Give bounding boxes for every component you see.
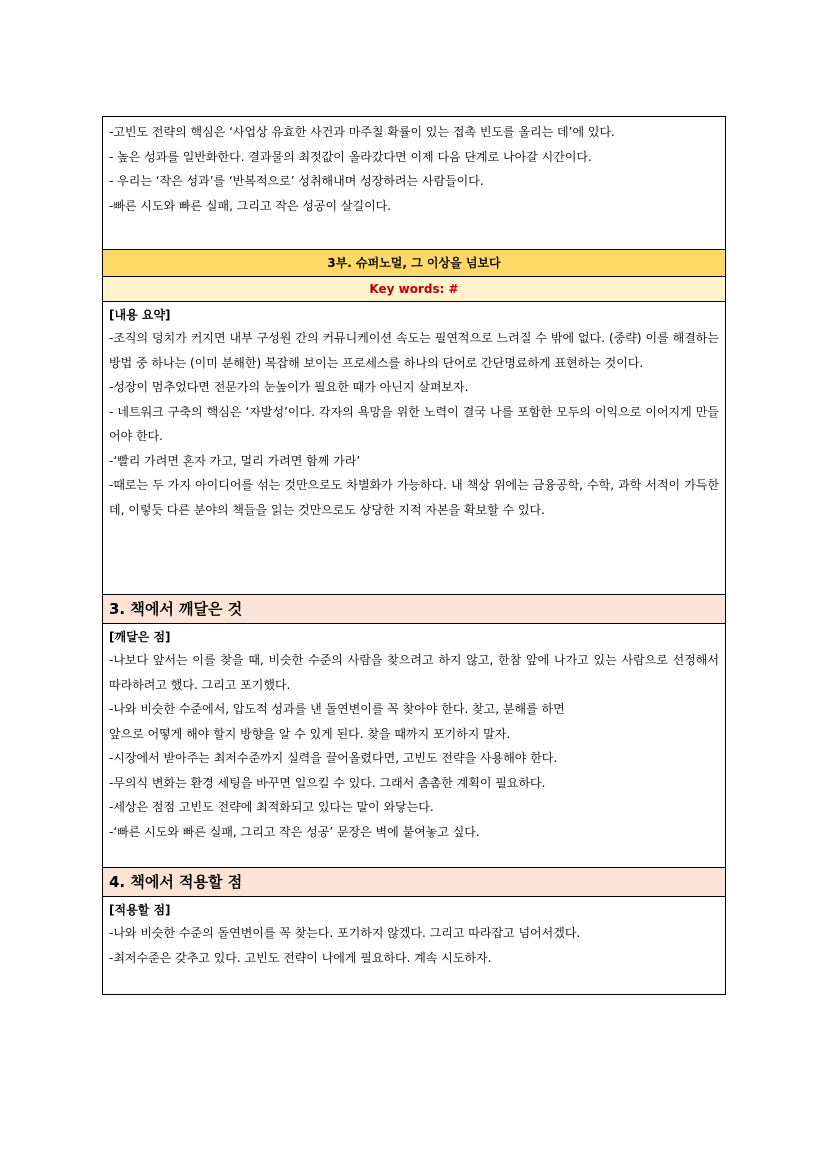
- summary-line: -고빈도 전략의 핵심은 ‘사업상 유효한 사건과 마주칠 확률이 있는 접촉 빈도를 올리는 데’에 있다.: [109, 125, 615, 139]
- realization-line: -‘빠른 시도와 빠른 실패, 그리고 작은 성공’ 문장은 벽에 붙여놓고 싶다.: [109, 824, 480, 839]
- part3-keywords: Key words: #: [103, 277, 725, 302]
- document-page: [102, 116, 726, 995]
- realization-line: 앞으로 어떻게 해야 할지 방향을 알 수 있게 된다. 찾을 때까지 포기하지 말자.: [109, 726, 511, 741]
- part3-block: [102, 249, 726, 594]
- summary-label: [내용 요약]: [109, 308, 171, 322]
- apply-line: -나와 비슷한 수준의 돌연변이를 꼭 찾는다. 포기하지 않겠다. 그리고 따라잡고 넘어서겠다.: [109, 926, 581, 940]
- section3-block: [102, 594, 726, 867]
- summary-line: - 우리는 ‘작은 성과’를 ‘반복적으로’ 성취해내며 성장하려는 사람들이다.: [109, 174, 484, 188]
- realization-label: [깨달은 점]: [109, 630, 171, 644]
- realization-line: -나보다 앞서는 이를 찾을 때, 비슷한 수준의 사람을 찾으려고 하지 않고, 한참 앞에 나가고 있는 사람으로 선정해서 따라하려고 했다. 그리고 포기했다.: [109, 653, 719, 692]
- apply-label: [적용할 점]: [109, 903, 171, 917]
- realization-line: -무의식 변화는 환경 세팅을 바꾸면 일으킬 수 있다. 그래서 촘촘한 계획이 필요하다.: [109, 775, 546, 790]
- summary-line: -조직의 덩치가 커지면 내부 구성원 간의 커뮤니케이션 속도는 필연적으로 느려질 수 밖에 없다. (중략) 이를 해결하는 방법 중 하나는 (이미 분해한) 복잡해 보이는 프로세스를 하나의 단어로 간단명료하게 표현하는 것이다.: [109, 331, 719, 370]
- summary-line: - 높은 성과를 일반화한다. 결과물의 최젓값이 올라갔다면 이제 다음 단계로 나아갈 시간이다.: [109, 149, 592, 164]
- realization-line: -나와 비슷한 수준에서, 압도적 성과를 낸 돌연변이를 꼭 찾아야 한다. 찾고, 분해를 하면: [109, 702, 565, 716]
- section4-block: [102, 867, 726, 995]
- section4-heading: 4. 책에서 적용할 점: [103, 868, 725, 897]
- realization-line: -세상은 점점 고빈도 전략에 최적화되고 있다는 말이 와닿는다.: [109, 800, 434, 814]
- realization-line: -시장에서 받아주는 최저수준까지 실력을 끌어올렸다면, 고빈도 전략을 사용해야 한다.: [109, 751, 558, 765]
- summary-line: -빠른 시도와 빠른 실패, 그리고 작은 성공이 살길이다.: [109, 198, 392, 213]
- summary-line: -‘빨리 가려면 혼자 가고, 멀리 가려면 함께 가라’: [109, 453, 361, 468]
- summary-line: -때로는 두 가지 아이디어를 섞는 것만으로도 차별화가 가능하다. 내 책상 위에는 금융공학, 수학, 과학 서적이 가득한데, 이렇듯 다른 분야의 책들을 읽는 것만으로도 상당한 지적 자본을 확보할 수 있다.: [109, 478, 719, 517]
- part2-summary-continued: [102, 116, 726, 249]
- apply-line: -최저수준은 갖추고 있다. 고빈도 전략이 나에게 필요하다. 계속 시도하자.: [109, 950, 492, 965]
- part3-title: 3부. 슈퍼노멀, 그 이상을 넘보다: [103, 250, 725, 277]
- summary-line: -성장이 멈추었다면 전문가의 눈높이가 필요한 때가 아닌지 살펴보자.: [109, 380, 469, 394]
- section3-heading: 3. 책에서 깨달은 것: [103, 595, 725, 624]
- summary-line: - 네트워크 구축의 핵심은 ‘자발성’이다. 각자의 욕망을 위한 노력이 결국 나를 포함한 모두의 이익으로 이어지게 만들어야 한다.: [109, 404, 719, 443]
